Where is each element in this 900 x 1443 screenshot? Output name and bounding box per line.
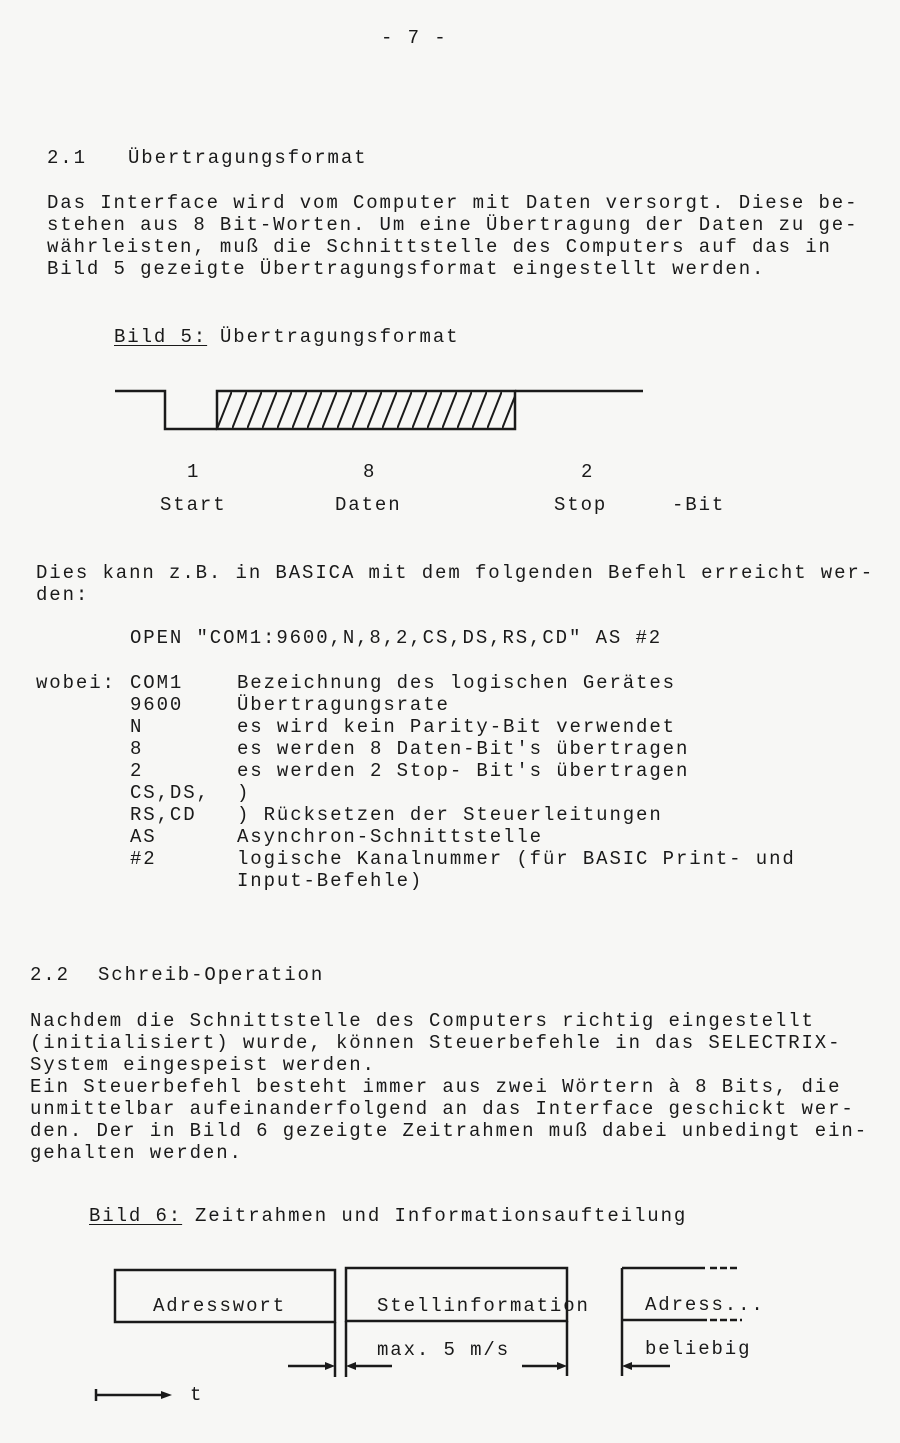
figure6-title: Zeitrahmen und Informationsaufteilung: [195, 1205, 688, 1227]
param-key: 9600: [130, 694, 184, 716]
next-address-label: Adress...: [645, 1294, 765, 1316]
stop-label: Stop: [554, 494, 608, 516]
param-desc: es wird kein Parity-Bit verwendet: [237, 716, 676, 738]
text-line: den:: [36, 584, 90, 606]
start-bit-count: 1: [187, 461, 201, 483]
position-info-label: Stellinformation: [377, 1295, 590, 1317]
stop-bit-count: 2: [581, 461, 595, 483]
arrowhead: [325, 1362, 335, 1370]
text-line: stehen aus 8 Bit-Worten. Um eine Übertragung der Daten zu ge-: [47, 214, 859, 236]
text-line: währleisten, muß die Schnittstelle des Computers auf das in: [47, 236, 832, 258]
text-line: Dies kann z.B. in BASICA mit dem folgenden Befehl erreicht wer-: [36, 562, 875, 584]
arrowhead: [346, 1362, 356, 1370]
param-desc: Übertragungsrate: [237, 694, 450, 716]
param-key: AS: [130, 826, 157, 848]
text-line: den. Der in Bild 6 gezeigte Zeitrahmen muß dabei unbedingt ein-: [30, 1120, 869, 1142]
text-line: Ein Steuerbefehl besteht immer aus zwei Wörtern à 8 Bits, die: [30, 1076, 842, 1098]
section-title: Schreib-Operation: [98, 964, 325, 986]
param-desc: Bezeichnung des logischen Gerätes: [237, 672, 676, 694]
param-key: N: [130, 716, 144, 738]
text-line: (initialisiert) wurde, können Steuerbefehle in das SELECTRIX-: [30, 1032, 842, 1054]
param-key: CS,DS,: [130, 782, 210, 804]
param-key: COM1: [130, 672, 184, 694]
param-desc: logische Kanalnummer (für BASIC Print- und: [237, 848, 796, 870]
param-key: 2: [130, 760, 144, 782]
text-line: gehalten werden.: [30, 1142, 243, 1164]
param-key: RS,CD: [130, 804, 197, 826]
data-bit-count: 8: [363, 461, 377, 483]
arrowhead: [557, 1362, 567, 1370]
param-key: #2: [130, 848, 157, 870]
param-desc: ) Rücksetzen der Steuerleitungen: [237, 804, 663, 826]
arrowhead: [161, 1391, 172, 1399]
basica-command: OPEN "COM1:9600,N,8,2,CS,DS,RS,CD" AS #2: [130, 627, 663, 649]
figure5-label: Bild 5:: [114, 326, 208, 348]
gap-max-label: max. 5 m/s: [377, 1339, 511, 1361]
time-axis-label: t: [190, 1384, 204, 1406]
figure6-diagram: [96, 1268, 742, 1401]
param-desc: ): [237, 782, 251, 804]
section-title: Übertragungsformat: [128, 147, 368, 169]
text-line: unmittelbar aufeinanderfolgend an das Interface geschickt wer-: [30, 1098, 855, 1120]
data-bits-hatching: [212, 391, 522, 429]
bit-suffix: -Bit: [672, 494, 726, 516]
param-desc: Input-Befehle): [237, 870, 424, 892]
gap-arbitrary-label: beliebig: [645, 1338, 752, 1360]
text-line: Das Interface wird vom Computer mit Daten versorgt. Diese be-: [47, 192, 859, 214]
section-number: 2.2: [30, 964, 70, 986]
address-word-label: Adresswort: [153, 1295, 287, 1317]
data-label: Daten: [335, 494, 402, 516]
param-desc: es werden 2 Stop- Bit's übertragen: [237, 760, 690, 782]
text-line: System eingespeist werden.: [30, 1054, 376, 1076]
text-line: Bild 5 gezeigte Übertragungsformat eingestellt werden.: [47, 258, 766, 280]
param-desc: Asynchron-Schnittstelle: [237, 826, 543, 848]
where-label: wobei:: [36, 672, 116, 694]
section-number: 2.1: [47, 147, 87, 169]
param-desc: es werden 8 Daten-Bit's übertragen: [237, 738, 690, 760]
start-bit-signal: [115, 391, 217, 429]
page-number: - 7 -: [381, 27, 448, 49]
figure5-title: Übertragungsformat: [220, 326, 460, 348]
param-key: 8: [130, 738, 144, 760]
text-line: Nachdem die Schnittstelle des Computers richtig eingestellt: [30, 1010, 815, 1032]
arrowhead: [622, 1362, 632, 1370]
start-label: Start: [160, 494, 227, 516]
figure6-label: Bild 6:: [89, 1205, 183, 1227]
